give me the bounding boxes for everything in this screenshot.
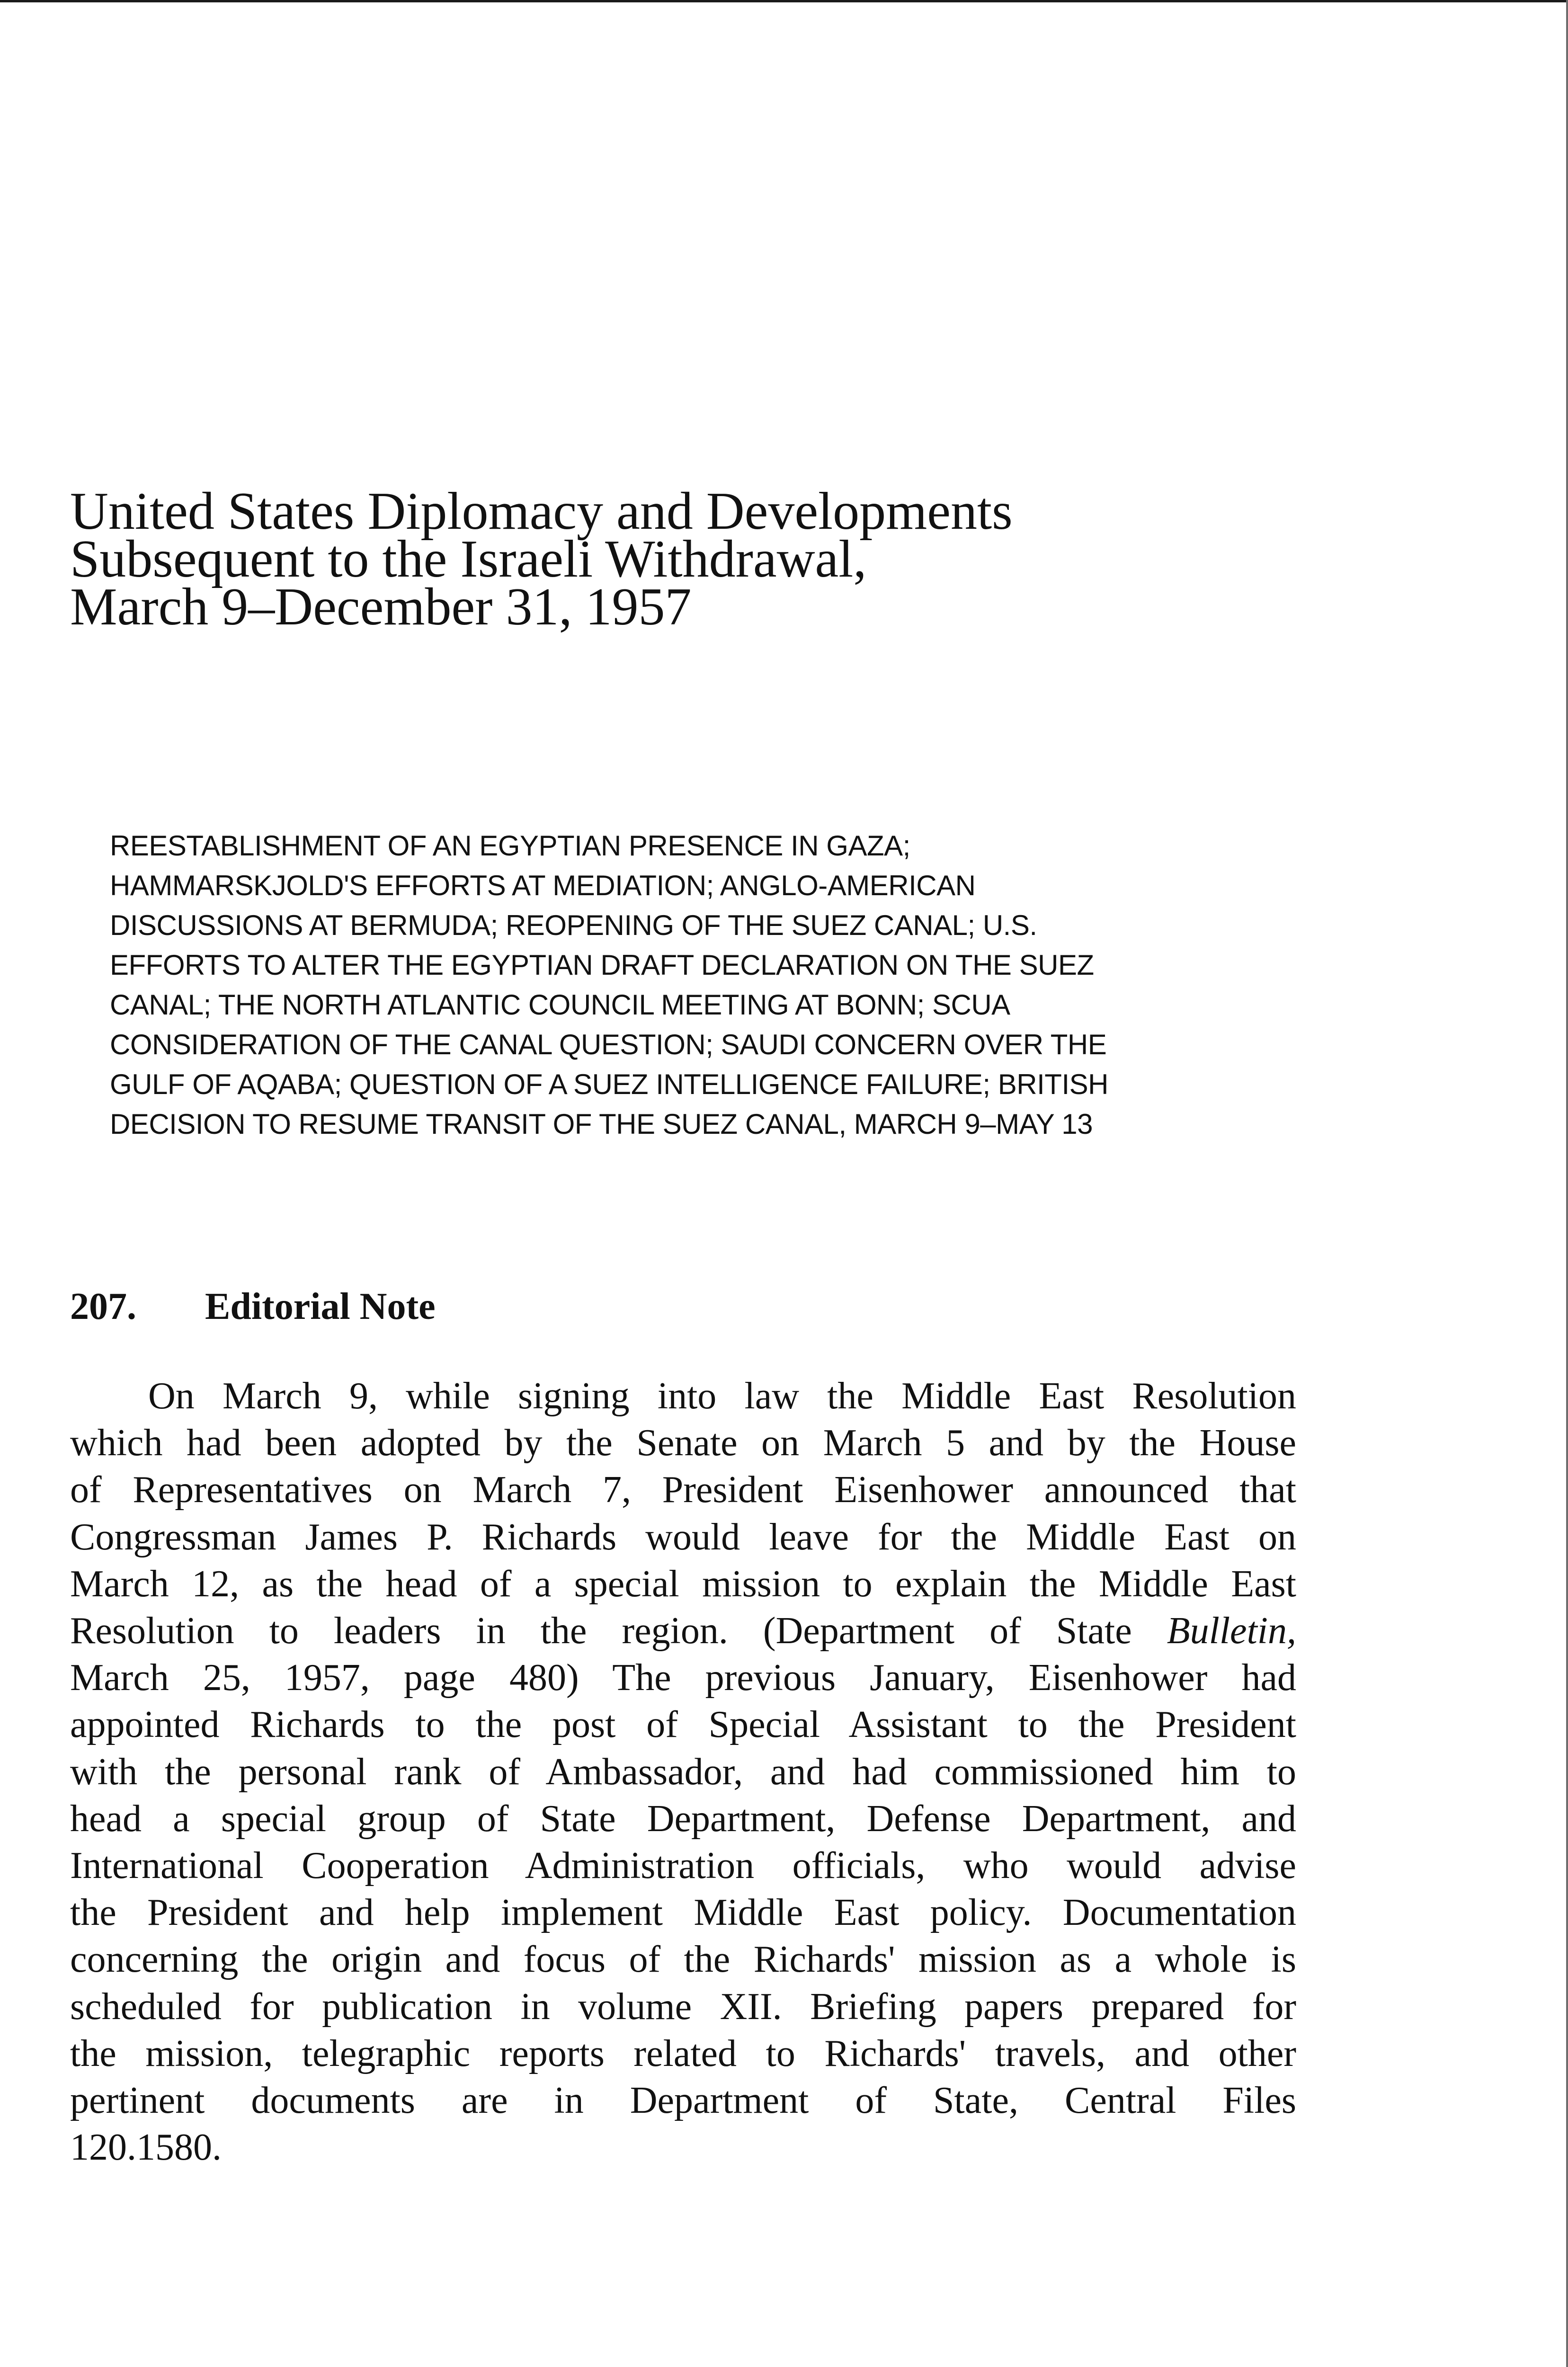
- top-border-rule: [0, 0, 1568, 2]
- document-heading: [70, 1283, 436, 1330]
- body-line: of Representatives on March 7, President Eisenhower announced that: [70, 1469, 1296, 1511]
- chapter-title-line: United States Diplomacy and Developments: [70, 482, 1013, 541]
- publication-title-italic: Bulletin,: [1167, 1610, 1297, 1652]
- body-line: pertinent documents are in Department of State, Central Files: [70, 2080, 1296, 2122]
- subject-summary-line: DECISION TO RESUME TRANSIT OF THE SUEZ CANAL, MARCH 9–MAY 13: [110, 1108, 1093, 1140]
- subject-summary-line: EFFORTS TO ALTER THE EGYPTIAN DRAFT DECLARATION ON THE SUEZ: [110, 949, 1094, 981]
- body-line: with the personal rank of Ambassador, and had commissioned him to: [70, 1751, 1296, 1793]
- editorial-note-body: [70, 1373, 1296, 2171]
- body-line: March 12, as the head of a special mission to explain the Middle East: [70, 1563, 1296, 1605]
- subject-summary-line: CONSIDERATION OF THE CANAL QUESTION; SAUDI CONCERN OVER THE: [110, 1029, 1107, 1060]
- chapter-title-line: Subsequent to the Israeli Withdrawal,: [70, 530, 867, 588]
- subject-summary-line: CANAL; THE NORTH ATLANTIC COUNCIL MEETING AT BONN; SCUA: [110, 989, 1010, 1021]
- subject-summary-line: DISCUSSIONS AT BERMUDA; REOPENING OF THE SUEZ CANAL; U.S.: [110, 909, 1037, 941]
- body-line: appointed Richards to the post of Special Assistant to the President: [70, 1704, 1296, 1746]
- subject-summary-line: HAMMARSKJOLD'S EFFORTS AT MEDIATION; ANGLO-AMERICAN: [110, 870, 976, 901]
- body-line: the President and help implement Middle East policy. Documentation: [70, 1892, 1296, 1934]
- body-line: scheduled for publication in volume XII. Briefing papers prepared for: [70, 1985, 1296, 2028]
- chapter-title: [70, 482, 1301, 636]
- body-line: concerning the origin and focus of the Richards' mission as a whole is: [70, 1939, 1296, 1981]
- body-line: which had been adopted by the Senate on March 5 and by the House: [70, 1422, 1296, 1464]
- subject-summary-line: GULF OF AQABA; QUESTION OF A SUEZ INTELLIGENCE FAILURE; BRITISH: [110, 1068, 1108, 1100]
- body-line: 120.1580.: [70, 2127, 222, 2169]
- document-title: Editorial Note: [205, 1286, 436, 1327]
- document-number: 207.: [70, 1286, 136, 1327]
- body-line: International Cooperation Administration officials, who would advise: [70, 1845, 1296, 1887]
- chapter-subject-summary: [110, 826, 1360, 1144]
- body-line: head a special group of State Department, Defense Department, and: [70, 1797, 1296, 1840]
- body-line: the mission, telegraphic reports related to Richards' travels, and other: [70, 2032, 1296, 2074]
- body-line: March 25, 1957, page 480) The previous January, Eisenhower had: [70, 1657, 1296, 1699]
- chapter-title-line: March 9–December 31, 1957: [70, 578, 692, 636]
- subject-summary-line: REESTABLISHMENT OF AN EGYPTIAN PRESENCE IN GAZA;: [110, 830, 910, 862]
- body-line: Congressman James P. Richards would leave for the Middle East on: [70, 1516, 1296, 1558]
- body-line-text: Resolution to leaders in the region. (Department of State: [70, 1610, 1132, 1652]
- page-edge-shadow: [1566, 0, 1568, 2367]
- body-line: On March 9, while signing into law the Middle East Resolution: [148, 1375, 1296, 1417]
- body-line-with-italic: [70, 1608, 1296, 1655]
